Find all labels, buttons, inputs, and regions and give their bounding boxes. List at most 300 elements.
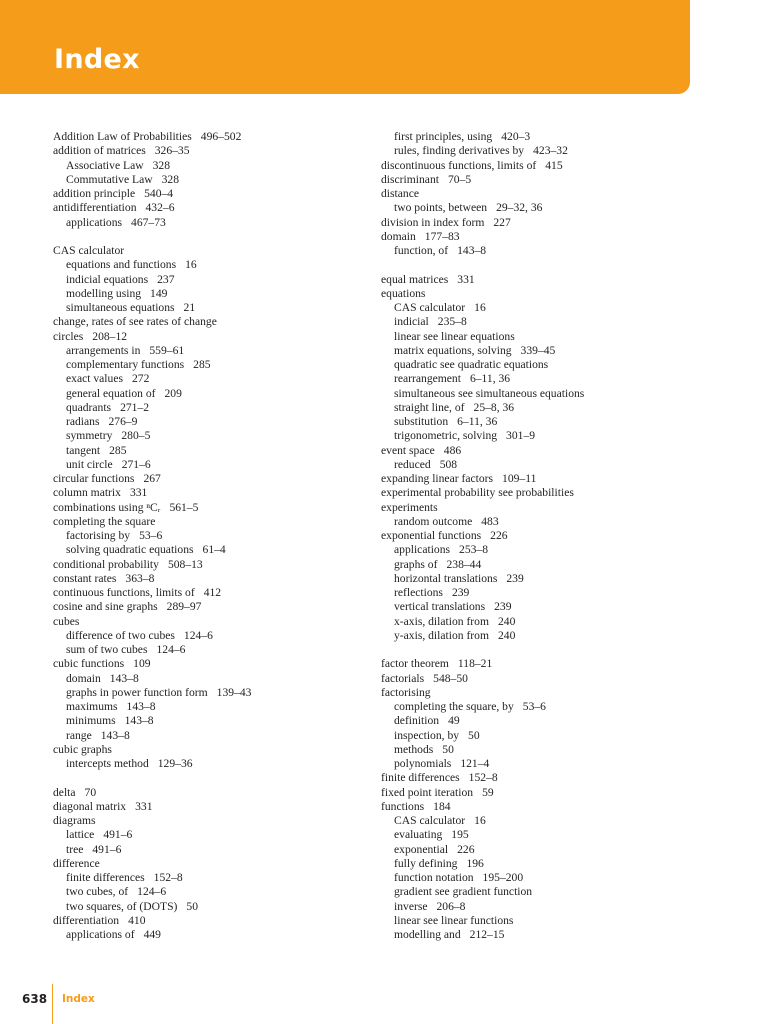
index-pages: 285: [193, 358, 211, 371]
index-subentry: [53, 871, 373, 885]
index-pages: 239: [494, 600, 512, 614]
index-subentry: [53, 928, 373, 942]
index-pages: 235–8: [437, 315, 467, 329]
index-term: linear see linear functions: [394, 913, 514, 927]
index-term: circles: [53, 329, 84, 343]
index-term: constant rates: [53, 571, 117, 585]
index-term: completing the square: [53, 514, 156, 528]
index-term: factorials: [381, 671, 425, 685]
index-term: matrix equations, solving: [394, 343, 512, 357]
index-pages: 491–6: [103, 828, 133, 842]
index-pages: 184: [433, 799, 451, 813]
index-term: diagrams: [53, 814, 96, 827]
index-subentry: [53, 729, 373, 743]
footer-section-label: Index: [62, 993, 95, 1005]
index-pages: 124–6: [183, 628, 213, 642]
index-pages: 496–502: [200, 130, 242, 143]
index-entry: [381, 800, 701, 814]
index-term: Addition Law of Probabilities: [53, 130, 192, 143]
index-pages: 240: [498, 628, 516, 642]
index-entry: [381, 472, 701, 486]
index-pages: 139–43: [216, 685, 252, 699]
index-term: difference: [53, 856, 100, 870]
index-pages: 467–73: [131, 215, 166, 229]
index-pages: 559–61: [149, 343, 185, 357]
index-term: unit circle: [66, 457, 113, 471]
index-spacer: [53, 771, 373, 785]
index-pages: 328: [161, 172, 180, 186]
index-entry: [53, 814, 373, 828]
index-subentry: [381, 372, 701, 386]
index-pages: 16: [474, 814, 486, 827]
index-subentry: [381, 615, 701, 629]
index-subentry: [53, 387, 373, 401]
index-pages: 253–8: [459, 543, 489, 557]
index-pages: 331: [129, 486, 148, 500]
index-pages: 271–6: [121, 457, 151, 471]
index-subentry: [381, 543, 701, 557]
index-subentry: [381, 315, 701, 329]
index-entry: [381, 187, 701, 201]
index-subentry: [381, 914, 701, 928]
index-term: experiments: [381, 500, 438, 514]
index-subentry: [381, 330, 701, 344]
index-term: arrangements in: [66, 343, 141, 357]
index-term: cubic graphs: [53, 742, 112, 756]
index-term: combinations using ⁿCᵣ: [53, 500, 161, 514]
index-pages: 267: [143, 472, 161, 485]
index-term: factorising by: [66, 529, 131, 542]
index-subentry: [381, 301, 701, 315]
index-pages: 53–6: [522, 700, 546, 713]
index-term: modelling and: [394, 928, 461, 941]
index-term: horizontal translations: [394, 571, 498, 585]
index-term: addition of matrices: [53, 144, 146, 158]
index-term: equations: [381, 286, 426, 300]
index-term: functions: [381, 799, 425, 813]
index-term: maximums: [66, 700, 118, 713]
index-pages: 449: [143, 928, 161, 941]
index-subentry: [381, 572, 701, 586]
index-entry: [53, 501, 373, 515]
index-entry: [381, 173, 701, 187]
index-entry: [53, 515, 373, 529]
index-term: division in index form: [381, 215, 485, 229]
index-entry: [381, 786, 701, 800]
index-subentry: [381, 144, 701, 158]
index-pages: 25–8, 36: [473, 400, 515, 414]
index-pages: 143–8: [124, 714, 154, 728]
index-entry: [53, 586, 373, 600]
index-term: symmetry: [66, 429, 113, 443]
index-subentry: [381, 358, 701, 372]
index-pages: 561–5: [169, 500, 199, 514]
index-entry: [53, 201, 373, 215]
index-term: modelling using: [66, 286, 142, 300]
index-term: discriminant: [381, 172, 439, 186]
index-subentry: [53, 643, 373, 657]
index-subentry: [53, 843, 373, 857]
index-term: lattice: [66, 828, 95, 842]
index-entry: [53, 857, 373, 871]
index-pages: 143–8: [109, 671, 139, 685]
index-pages: 508: [439, 457, 458, 471]
index-entry: [381, 159, 701, 173]
index-pages: 212–15: [469, 928, 505, 941]
index-term: discontinuous functions, limits of: [381, 158, 537, 172]
index-subentry: [53, 757, 373, 771]
index-subentry: [381, 415, 701, 429]
index-subentry: [53, 714, 373, 728]
index-subentry: [381, 814, 701, 828]
index-pages: 195: [451, 828, 469, 842]
index-pages: 486: [443, 443, 462, 457]
index-pages: 109: [133, 657, 151, 671]
index-entry: [53, 187, 373, 201]
index-pages: 124–6: [156, 643, 186, 656]
index-term: delta: [53, 785, 76, 799]
index-pages: 363–8: [125, 571, 155, 585]
index-subentry: [381, 714, 701, 728]
index-pages: 109–11: [502, 472, 537, 485]
index-subentry: [53, 159, 373, 173]
index-term: cubes: [53, 614, 80, 628]
index-subentry: [381, 900, 701, 914]
index-subentry: [53, 629, 373, 643]
index-pages: 143–8: [126, 700, 156, 713]
index-pages: 121–4: [460, 757, 490, 770]
index-pages: 508–13: [167, 557, 203, 571]
index-subentry: [381, 387, 701, 401]
index-pages: 331: [135, 799, 153, 813]
index-subentry: [53, 686, 373, 700]
index-subentry: [381, 130, 701, 144]
index-entry: [53, 244, 373, 258]
index-term: applications: [66, 215, 123, 229]
index-pages: 16: [474, 301, 486, 314]
index-entry: [53, 558, 373, 572]
index-pages: 491–6: [92, 842, 122, 856]
index-pages: 177–83: [424, 229, 460, 243]
index-entry: [53, 130, 373, 144]
index-pages: 208–12: [92, 329, 128, 343]
index-pages: 339–45: [520, 343, 556, 357]
index-subentry: [53, 287, 373, 301]
index-term: quadratic see quadratic equations: [394, 358, 549, 371]
index-pages: 432–6: [145, 201, 175, 215]
index-term: distance: [381, 187, 419, 200]
index-term: circular functions: [53, 472, 135, 485]
index-term: tangent: [66, 443, 101, 457]
index-term: two cubes, of: [66, 885, 129, 899]
index-entry: [53, 657, 373, 671]
index-subentry: [53, 900, 373, 914]
index-subentry: [381, 600, 701, 614]
index-subentry: [381, 586, 701, 600]
index-pages: 118–21: [457, 657, 493, 671]
index-pages: 226: [457, 842, 475, 856]
index-term: simultaneous equations: [66, 301, 175, 314]
index-subentry: [381, 429, 701, 443]
index-term: cosine and sine graphs: [53, 600, 158, 614]
index-pages: 59: [482, 785, 494, 799]
index-term: CAS calculator: [394, 301, 466, 314]
index-term: finite differences: [66, 871, 145, 884]
index-subentry: [381, 828, 701, 842]
index-entry: [53, 330, 373, 344]
index-term: rules, finding derivatives by: [394, 144, 525, 158]
index-subentry: [53, 216, 373, 230]
index-term: applications: [394, 543, 451, 557]
index-term: completing the square, by: [394, 700, 514, 713]
index-pages: 276–9: [108, 415, 138, 428]
index-pages: 280–5: [121, 429, 151, 443]
index-term: diagonal matrix: [53, 799, 127, 813]
index-entry: [53, 315, 373, 329]
index-term: Commutative Law: [66, 172, 153, 186]
index-pages: 29–32, 36: [496, 201, 543, 215]
index-term: function notation: [394, 871, 474, 884]
index-term: vertical translations: [394, 600, 486, 614]
index-entry: [381, 529, 701, 543]
index-entry: [53, 144, 373, 158]
index-term: CAS calculator: [53, 244, 125, 257]
index-pages: 196: [466, 856, 484, 870]
index-pages: 50: [186, 899, 199, 913]
index-entry: [381, 273, 701, 287]
index-pages: 331: [457, 272, 475, 286]
index-subentry: [381, 401, 701, 415]
index-term: antidifferentiation: [53, 201, 137, 215]
index-term: addition principle: [53, 187, 136, 200]
index-pages: 420–3: [501, 130, 531, 143]
index-pages: 412: [203, 586, 222, 599]
index-entry: [381, 771, 701, 785]
index-pages: 6–11, 36: [457, 415, 498, 428]
index-term: domain: [381, 229, 416, 243]
index-entry: [53, 800, 373, 814]
index-column-right: [381, 130, 701, 942]
index-term: substitution: [394, 415, 449, 428]
index-entry: [53, 914, 373, 928]
index-term: inverse: [394, 899, 428, 913]
index-term: change, rates of see rates of change: [53, 315, 217, 329]
index-term: indicial equations: [66, 272, 149, 286]
index-term: linear see linear equations: [394, 329, 515, 343]
index-term: exponential functions: [381, 529, 482, 542]
index-subentry: [53, 301, 373, 315]
index-subentry: [53, 672, 373, 686]
index-term: random outcome: [394, 514, 473, 528]
index-term: domain: [66, 671, 101, 685]
index-pages: 53–6: [139, 529, 163, 542]
index-entry: [381, 230, 701, 244]
index-spacer: [53, 230, 373, 244]
index-subentry: [53, 372, 373, 386]
index-column-left: [53, 130, 373, 942]
index-pages: 129–36: [157, 757, 193, 770]
index-term: two squares, of (DOTS): [66, 899, 178, 913]
header-banner: [0, 0, 690, 94]
index-subentry: [381, 928, 701, 942]
index-term: solving quadratic equations: [66, 543, 194, 557]
index-subentry: [53, 173, 373, 187]
index-subentry: [53, 885, 373, 899]
index-term: column matrix: [53, 486, 121, 500]
index-subentry: [381, 244, 701, 258]
index-pages: 226: [490, 529, 508, 542]
index-pages: 301–9: [506, 429, 536, 443]
index-pages: 21: [183, 301, 196, 314]
index-pages: 6–11, 36: [469, 372, 511, 386]
index-entry: [381, 486, 701, 500]
index-pages: 50: [468, 728, 480, 742]
index-term: general equation of: [66, 386, 156, 400]
index-term: sum of two cubes: [66, 643, 148, 656]
index-subentry: [381, 885, 701, 899]
index-entry: [53, 486, 373, 500]
index-term: intercepts method: [66, 757, 149, 770]
index-subentry: [53, 273, 373, 287]
index-term: polynomials: [394, 757, 452, 770]
index-entry: [53, 572, 373, 586]
index-term: x-axis, dilation from: [394, 614, 489, 628]
index-pages: 49: [448, 714, 460, 728]
index-pages: 410: [128, 913, 146, 927]
index-entry: [381, 444, 701, 458]
index-pages: 328: [152, 158, 170, 172]
index-subentry: [53, 415, 373, 429]
index-term: two points, between: [394, 201, 488, 215]
index-pages: 326–35: [154, 144, 190, 158]
index-subentry: [53, 458, 373, 472]
index-pages: 271–2: [120, 400, 150, 414]
index-entry: [381, 686, 701, 700]
index-pages: 195–200: [482, 871, 524, 884]
index-pages: 483: [481, 514, 499, 528]
index-subentry: [381, 871, 701, 885]
index-term: definition: [394, 714, 440, 728]
index-subentry: [381, 558, 701, 572]
index-term: indicial: [394, 315, 429, 329]
index-pages: 423–32: [533, 144, 568, 158]
index-pages: 124–6: [137, 885, 167, 899]
index-term: range: [66, 728, 92, 742]
index-term: first principles, using: [394, 130, 493, 143]
index-pages: 237: [157, 272, 175, 286]
index-pages: 272: [131, 372, 150, 386]
index-pages: 152–8: [153, 871, 183, 884]
index-term: applications of: [66, 928, 135, 941]
index-term: equal matrices: [381, 272, 449, 286]
index-term: conditional probability: [53, 557, 159, 571]
index-term: reduced: [394, 457, 431, 471]
index-subentry: [381, 700, 701, 714]
index-spacer: [381, 643, 701, 657]
index-pages: 143–8: [100, 728, 130, 742]
index-term: exponential: [394, 842, 449, 856]
index-pages: 548–50: [433, 671, 468, 685]
index-subentry: [381, 743, 701, 757]
index-term: straight line, of: [394, 400, 465, 414]
index-pages: 238–44: [446, 557, 482, 571]
index-subentry: [381, 729, 701, 743]
index-subentry: [53, 258, 373, 272]
index-entry: [53, 472, 373, 486]
index-subentry: [381, 344, 701, 358]
index-term: continuous functions, limits of: [53, 586, 195, 599]
index-entry: [53, 600, 373, 614]
index-pages: 70: [84, 785, 97, 799]
index-subentry: [53, 401, 373, 415]
index-entry: [381, 216, 701, 230]
index-term: difference of two cubes: [66, 628, 175, 642]
index-pages: 239: [506, 571, 524, 585]
footer-divider: [52, 984, 53, 1024]
index-pages: 240: [498, 614, 516, 628]
index-pages: 540–4: [144, 187, 174, 200]
index-entry: [381, 287, 701, 301]
index-term: reflections: [394, 586, 443, 599]
index-term: experimental probability see probabilities: [381, 486, 574, 500]
index-term: gradient see gradient function: [394, 885, 533, 899]
index-subentry: [53, 828, 373, 842]
index-subentry: [53, 543, 373, 557]
page-number: 638: [22, 992, 48, 1006]
index-pages: 209: [164, 386, 182, 400]
index-entry: [381, 501, 701, 515]
index-pages: 143–8: [457, 244, 487, 257]
index-subentry: [381, 857, 701, 871]
index-term: radians: [66, 415, 100, 428]
index-term: Associative Law: [66, 158, 144, 172]
index-subentry: [381, 843, 701, 857]
index-entry: [53, 615, 373, 629]
index-entry: [53, 786, 373, 800]
index-term: complementary functions: [66, 358, 185, 371]
index-subentry: [381, 458, 701, 472]
index-subentry: [381, 629, 701, 643]
index-term: exact values: [66, 372, 123, 386]
index-term: expanding linear factors: [381, 472, 494, 485]
index-subentry: [381, 757, 701, 771]
index-term: methods: [394, 742, 434, 756]
index-term: trigonometric, solving: [394, 429, 498, 443]
index-term: finite differences: [381, 771, 460, 785]
index-term: graphs in power function form: [66, 685, 208, 699]
index-term: evaluating: [394, 828, 443, 842]
index-term: inspection, by: [394, 728, 460, 742]
index-term: tree: [66, 842, 84, 856]
index-term: equations and functions: [66, 258, 177, 272]
index-pages: 227: [493, 215, 511, 229]
index-pages: 149: [150, 286, 168, 300]
index-term: simultaneous see simultaneous equations: [394, 386, 585, 400]
index-term: event space: [381, 443, 435, 457]
index-subentry: [53, 444, 373, 458]
index-term: minimums: [66, 714, 116, 728]
index-pages: 50: [442, 742, 454, 756]
index-subentry: [53, 358, 373, 372]
index-pages: 239: [451, 586, 470, 599]
index-pages: 61–4: [202, 543, 226, 557]
index-term: quadrants: [66, 400, 112, 414]
index-entry: [381, 657, 701, 671]
index-term: CAS calculator: [394, 814, 466, 827]
page-title: Index: [54, 44, 140, 75]
index-term: fully defining: [394, 856, 458, 870]
index-pages: 285: [109, 443, 127, 457]
